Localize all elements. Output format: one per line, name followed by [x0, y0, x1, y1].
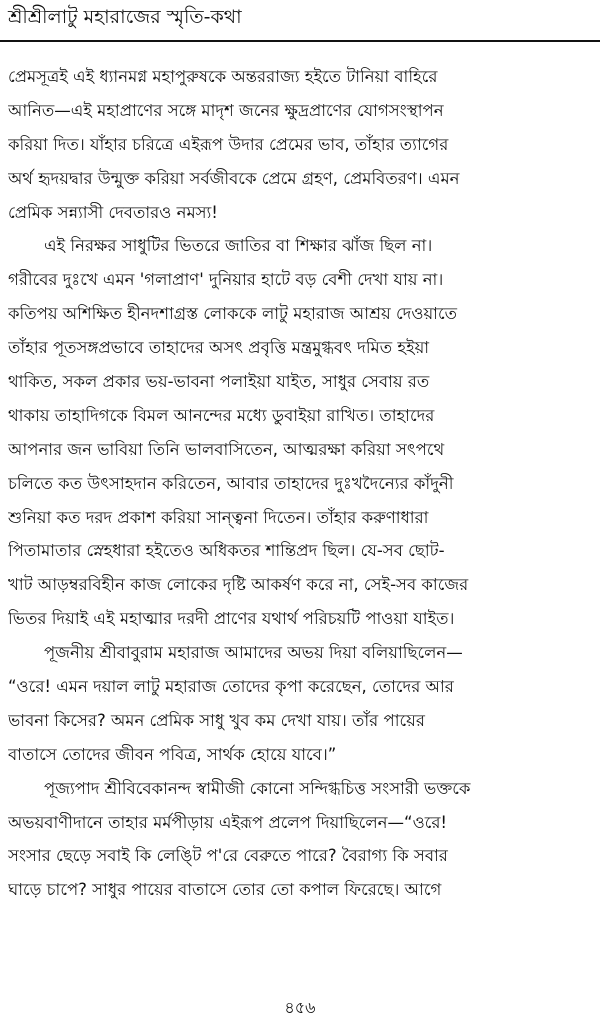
text-line: ঘাড়ে চাপে? সাধুর পায়ের বাতাসে তোর তো কপাল ফিরেছে। আগে: [8, 880, 442, 900]
text-line: তাঁহার পূতসঙ্গপ্রভাবে তাহাদের অসৎ প্রবৃত্তি মন্ত্রমুগ্ধবৎ দমিত হইয়া: [8, 338, 430, 358]
page-number: ৪৫৬: [284, 998, 316, 1017]
text-line: ভিতর দিয়াই এই মহাত্মার দরদী প্রাণের যথার্থ পরিচয়টি পাওয়া যাইত।: [8, 609, 455, 629]
text-line: “ওরে! এমন দয়াল লাটু মহারাজ তোদের কৃপা করেছেন, তোদের আর: [8, 677, 454, 697]
text-line: পূজ্যপাদ শ্রীবিবেকানন্দ স্বামীজী কোনো সন্দিগ্ধচিত্ত সংসারী ভক্তকে: [44, 778, 471, 798]
text-line: অর্থ হৃদয়দ্বার উন্মুক্ত করিয়া সর্বজীবকে প্রেমে গ্রহণ, প্রেমবিতরণ। এমন: [8, 168, 460, 188]
body-text: [8, 60, 592, 907]
text-line: পিতামাতার স্নেহধারা হইতেও অধিকতর শান্তিপ্রদ ছিল। যে-সব ছোট-: [8, 541, 445, 561]
text-line: প্রেমসূত্রই এই ধ্যানমগ্ন মহাপুরুষকে অন্তররাজ্য হইতে টানিয়া বাহিরে: [8, 67, 438, 86]
text-line: আপনার জন ভাবিয়া তিনি ভালবাসিতেন, আত্মরক্ষা করিয়া সৎপথে: [8, 439, 445, 459]
text-line: পূজনীয় শ্রীবাবুরাম মহারাজ আমাদের অভয় দিয়া বলিয়াছিলেন—: [44, 643, 463, 663]
text-line: আনিত—এই মহাপ্রাণের সঙ্গে মাদৃশ জনের ক্ষুদ্রপ্রাণের যোগসংস্থাপন: [8, 100, 444, 120]
text-line: প্রেমিক সন্ন্যাসী দেবতারও নমস্য!: [8, 202, 218, 222]
text-line: এই নিরক্ষর সাধুটির ভিতরে জাতির বা শিক্ষার ঝাঁজ ছিল না।: [44, 236, 433, 256]
text-line: গরীবের দুঃখে এমন 'গলাপ্রাণ' দুনিয়ার হাটে বড় বেশী দেখা যায় না।: [8, 270, 444, 290]
text-line: ভাবনা কিসের? অমন প্রেমিক সাধু খুব কম দেখা যায়। তাঁর পায়ের: [8, 710, 425, 730]
text-line: শুনিয়া কত দরদ প্রকাশ করিয়া সান্ত্বনা দিতেন। তাঁহার করুণাধারা: [8, 507, 429, 527]
text-line: খাট আড়ম্বরবিহীন কাজ লোকের দৃষ্টি আকর্ষণ করে না, সেই-সব কাজের: [8, 575, 469, 595]
text-line: করিয়া দিত। যাঁহার চরিত্রে এইরূপ উদার প্রেমের ভাব, তাঁহার ত্যাগের: [8, 134, 449, 154]
text-line: সংসার ছেড়ে সবাই কি লেঙ্টি প'রে বেরুতে পারে? বৈরাগ্য কি সবার: [8, 846, 448, 866]
header-rule: [0, 40, 600, 42]
running-header: শ্রীশ্রীলাটু মহারাজের স্মৃতি-কথা: [8, 6, 242, 28]
text-line: কতিপয় অশিক্ষিত হীনদশাগ্রস্ত লোককে লাটু মহারাজ আশ্রয় দেওয়াতে: [8, 304, 457, 324]
text-line: চলিতে কত উৎসাহদান করিতেন, আবার তাহাদের দুঃখদৈন্যের কাঁদুনী: [8, 473, 454, 493]
text-line: অভয়বাণীদানে তাহার মর্মপীড়ায় এইরূপ প্রলেপ দিয়াছিলেন—“ওরে!: [8, 812, 448, 832]
text-line: বাতাসে তোদের জীবন পবিত্র, সার্থক হোয়ে যাবে।”: [8, 744, 337, 764]
text-line: থাকিত, সকল প্রকার ভয়-ভাবনা পলাইয়া যাইত, সাধুর সেবায় রত: [8, 372, 430, 392]
text-line: থাকায় তাহাদিগকে বিমল আনন্দের মধ্যে ডুবাইয়া রাখিত। তাহাদের: [8, 405, 435, 425]
